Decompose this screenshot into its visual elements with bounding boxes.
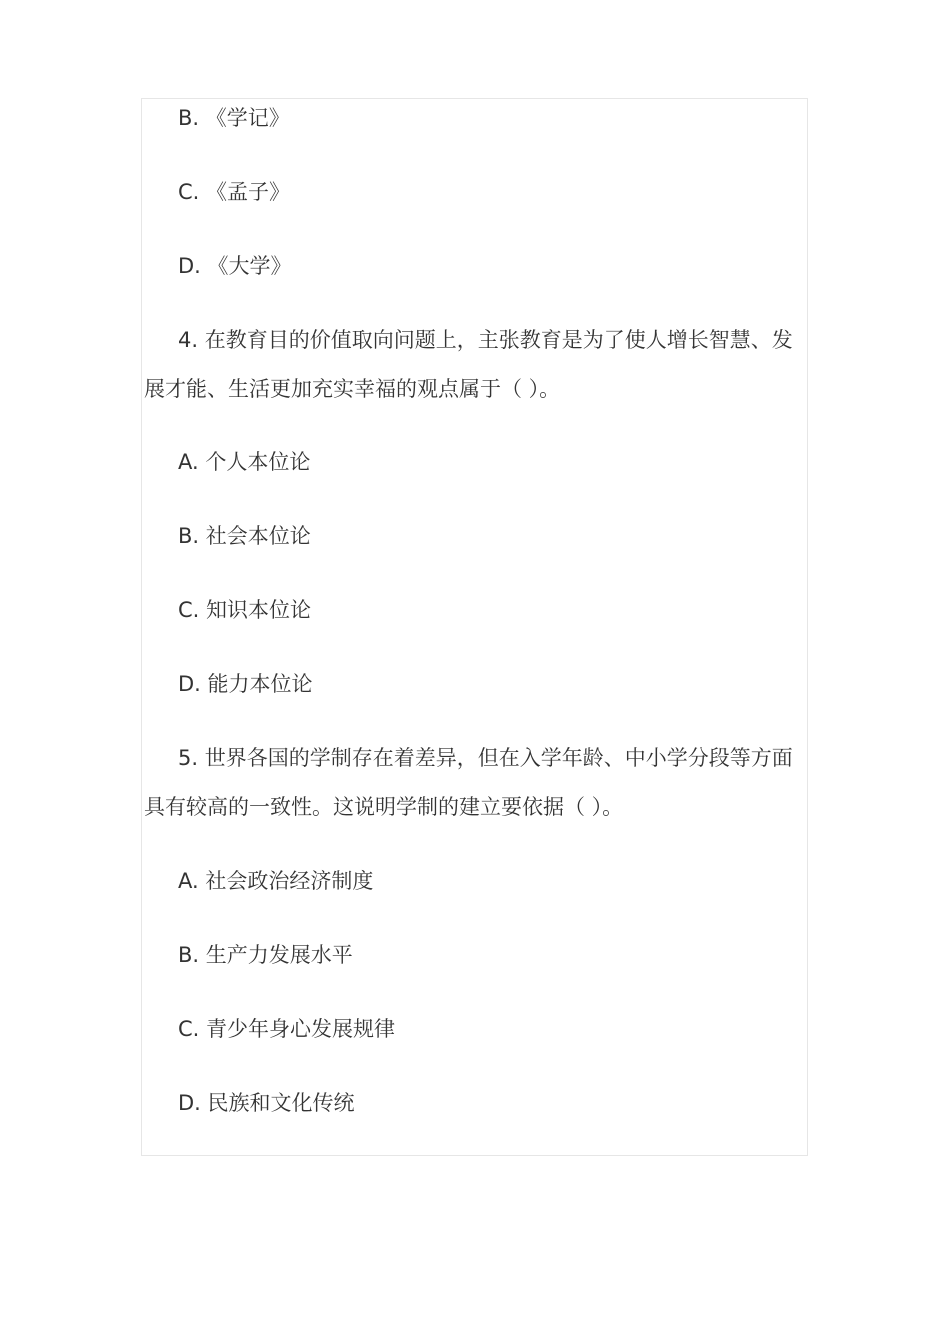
q4-option-a: A. 个人本位论 [178, 450, 311, 474]
q4-stem: 4. 在教育目的价值取向问题上，主张教育是为了使人增长智慧、发展才能、生活更加充实幸福的观点属于（ ）。 [144, 328, 793, 401]
q3-option-c: C. 《孟子》 [178, 180, 291, 204]
q5-stem: 5. 世界各国的学制存在着差异，但在入学年龄、中小学分段等方面具有较高的一致性。这说明学制的建立要依据（ ）。 [144, 746, 793, 819]
q5-option-a: A. 社会政治经济制度 [178, 869, 374, 893]
q4-option-b: B. 社会本位论 [178, 524, 311, 548]
q4-option-d: D. 能力本位论 [178, 672, 313, 696]
q5-option-d: D. 民族和文化传统 [178, 1091, 355, 1115]
q5-option-c: C. 青少年身心发展规律 [178, 1017, 396, 1041]
q4-option-c: C. 知识本位论 [178, 598, 312, 622]
q3-option-d: D. 《大学》 [178, 254, 292, 278]
q5-option-b: B. 生产力发展水平 [178, 943, 353, 967]
q3-option-b: B. 《学记》 [178, 106, 290, 130]
